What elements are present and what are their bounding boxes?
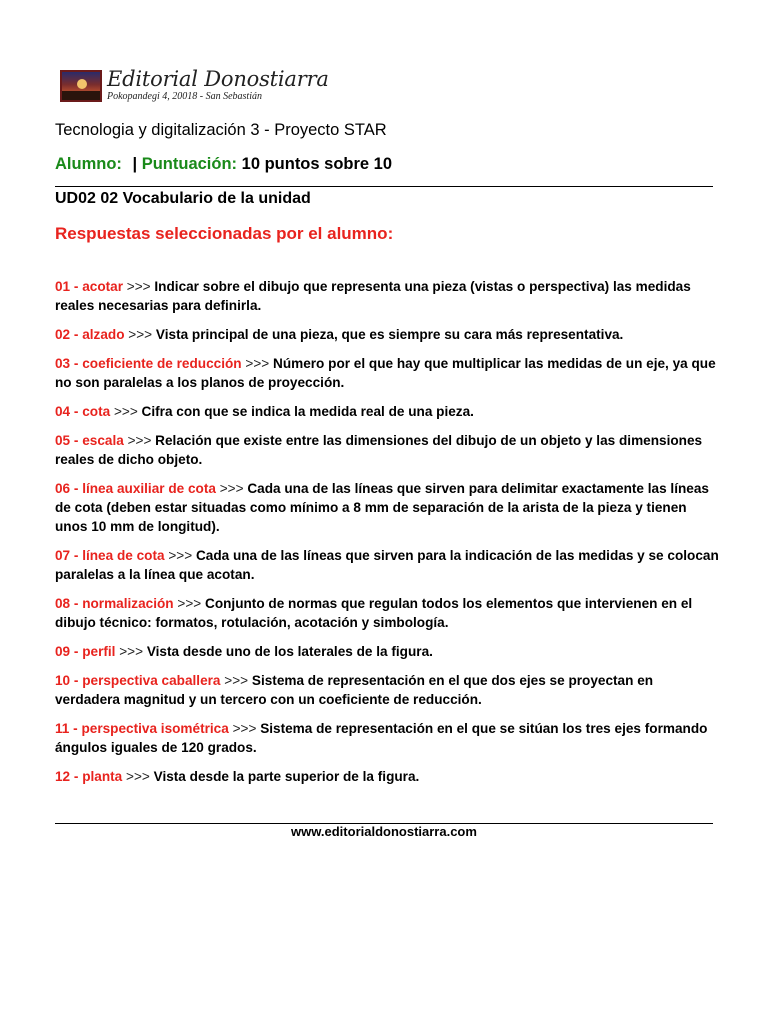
arrow-separator: >>> — [113, 404, 138, 419]
vocabulary-item — [55, 642, 720, 661]
vocabulary-definition: Número por el que hay que multiplicar las medidas de un eje, ya que no son paralelas a los planos de proyección. — [55, 356, 716, 390]
course-title: Tecnologia y digitalización 3 - Proyecto STAR — [55, 121, 387, 139]
arrow-separator: >>> — [232, 721, 257, 736]
vocabulary-item — [55, 354, 720, 392]
publisher-logo-image — [60, 70, 102, 102]
publisher-text-block — [107, 68, 329, 103]
student-score-line — [55, 155, 392, 174]
student-label: Alumno: — [55, 155, 122, 173]
score-value: 10 puntos sobre 10 — [241, 155, 393, 173]
arrow-separator: >>> — [177, 596, 202, 611]
vocabulary-item — [55, 546, 720, 584]
publisher-address: Pokopandegi 4, 20018 - San Sebastián — [107, 91, 262, 102]
publisher-header — [60, 68, 329, 103]
publisher-name: Editorial Donostiarra — [107, 67, 329, 91]
vocabulary-item — [55, 479, 720, 536]
student-separator: | — [132, 155, 138, 173]
vocabulary-item — [55, 767, 720, 786]
arrow-separator: >>> — [127, 433, 152, 448]
vocabulary-definition: Cada una de las líneas que sirven para delimitar exactamente las líneas de cota (deben estar situadas como mínimo a 8 mm de separación de la arista de la pieza y tienen unos 10 mm de longitud). — [55, 481, 709, 534]
vocabulary-term: 07 - línea de cota — [55, 548, 165, 563]
vocabulary-term: 12 - planta — [55, 769, 123, 784]
vocabulary-term: 10 - perspectiva caballera — [55, 673, 221, 688]
vocabulary-item — [55, 719, 720, 757]
vocabulary-definition: Vista desde la parte superior de la figura. — [153, 769, 420, 784]
arrow-separator: >>> — [168, 548, 193, 563]
vocabulary-term: 03 - coeficiente de reducción — [55, 356, 242, 371]
vocabulary-item — [55, 277, 720, 315]
vocabulary-definition: Sistema de representación en el que dos ejes se proyectan en verdadera magnitud y un tercero con un coeficiente de reducción. — [55, 673, 654, 707]
vocabulary-definition: Indicar sobre el dibujo que representa una pieza (vistas o perspectiva) las medidas reales necesarias para definirla. — [55, 279, 691, 313]
vocabulary-definition: Relación que existe entre las dimensiones del dibujo de un objeto y las dimensiones reales de dicho objeto. — [55, 433, 703, 467]
logo-ground-shape — [62, 91, 100, 100]
answers-heading: Respuestas seleccionadas por el alumno: — [55, 224, 394, 243]
vocabulary-term: 09 - perfil — [55, 644, 116, 659]
vocabulary-list — [55, 277, 720, 796]
vocabulary-definition: Sistema de representación en el que se sitúan los tres ejes formando ángulos iguales de 120 grados. — [55, 721, 708, 755]
unit-title: UD02 02 Vocabulario de la unidad — [55, 190, 311, 207]
vocabulary-term: 06 - línea auxiliar de cota — [55, 481, 216, 496]
arrow-separator: >>> — [126, 279, 151, 294]
arrow-separator: >>> — [119, 644, 144, 659]
arrow-separator: >>> — [128, 327, 153, 342]
vocabulary-definition: Cifra con que se indica la medida real de una pieza. — [141, 404, 474, 419]
vocabulary-term: 01 - acotar — [55, 279, 124, 294]
arrow-separator: >>> — [219, 481, 244, 496]
score-label: Puntuación: — [141, 155, 238, 173]
vocabulary-item — [55, 402, 720, 421]
vocabulary-item — [55, 671, 720, 709]
arrow-separator: >>> — [126, 769, 150, 784]
vocabulary-definition: Cada una de las líneas que sirven para la indicación de las medidas y se colocan paralelas a la línea que acotan. — [55, 548, 719, 582]
vocabulary-term: 02 - alzado — [55, 327, 125, 342]
header-divider — [55, 186, 713, 187]
vocabulary-item — [55, 325, 720, 344]
vocabulary-term: 04 - cota — [55, 404, 111, 419]
vocabulary-definition: Vista principal de una pieza, que es siempre su cara más representativa. — [155, 327, 624, 342]
vocabulary-definition: Vista desde uno de los laterales de la figura. — [146, 644, 433, 659]
logo-sun-shape — [77, 79, 87, 89]
vocabulary-definition: Conjunto de normas que regulan todos los elementos que intervienen en el dibujo técnico: formatos, rotulación, acotación y simbología. — [55, 596, 693, 630]
arrow-separator: >>> — [224, 673, 249, 688]
arrow-separator: >>> — [245, 356, 270, 371]
vocabulary-item — [55, 431, 720, 469]
footer-website-link[interactable]: www.editorialdonostiarra.com — [291, 824, 477, 839]
vocabulary-item — [55, 594, 720, 632]
vocabulary-term: 05 - escala — [55, 433, 124, 448]
vocabulary-term: 11 - perspectiva isométrica — [55, 721, 229, 736]
vocabulary-term: 08 - normalización — [55, 596, 174, 611]
